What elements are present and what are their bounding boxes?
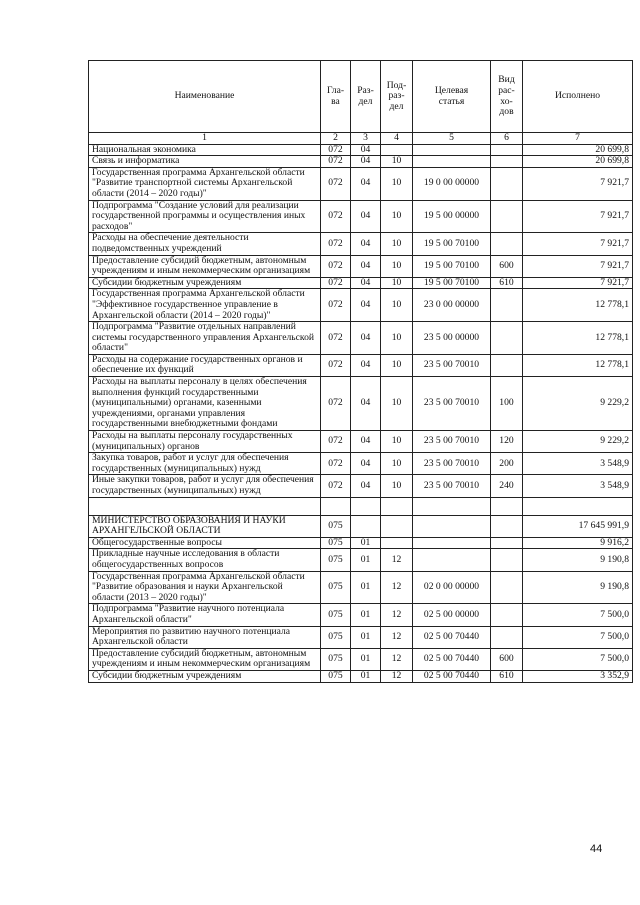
row-target: 23 5 00 70010 bbox=[413, 453, 491, 475]
row-value: 12 778,1 bbox=[523, 322, 633, 355]
row-name: Закупка товаров, работ и услуг для обеспечения государственных (муниципальных) нужд bbox=[89, 453, 321, 475]
row-vid bbox=[491, 515, 523, 537]
row-vid: 200 bbox=[491, 453, 523, 475]
row-target: 23 5 00 70010 bbox=[413, 431, 491, 453]
row-podrazdel: 12 bbox=[381, 670, 413, 682]
row-target: 02 0 00 00000 bbox=[413, 571, 491, 604]
row-glava: 072 bbox=[321, 322, 351, 355]
row-glava: 072 bbox=[321, 377, 351, 431]
row-target: 19 5 00 00000 bbox=[413, 200, 491, 233]
row-vid bbox=[491, 604, 523, 626]
row-glava: 075 bbox=[321, 537, 351, 549]
row-target bbox=[413, 144, 491, 156]
table-row bbox=[89, 354, 633, 376]
row-name: Иные закупки товаров, работ и услуг для обеспечения государственных (муниципальных) нужд bbox=[89, 475, 321, 497]
table-row bbox=[89, 571, 633, 604]
empty-cell bbox=[413, 497, 491, 515]
table-row bbox=[89, 475, 633, 497]
row-value: 12 778,1 bbox=[523, 354, 633, 376]
row-value: 7 500,0 bbox=[523, 626, 633, 648]
row-razdel: 04 bbox=[351, 200, 381, 233]
row-vid bbox=[491, 167, 523, 200]
table-row bbox=[89, 289, 633, 322]
row-podrazdel: 12 bbox=[381, 626, 413, 648]
row-razdel: 04 bbox=[351, 322, 381, 355]
column-number: 4 bbox=[381, 133, 413, 145]
row-value: 12 778,1 bbox=[523, 289, 633, 322]
table-row bbox=[89, 549, 633, 571]
row-vid bbox=[491, 571, 523, 604]
table-row bbox=[89, 670, 633, 682]
row-name: Подпрограмма "Развитие отдельных направлений системы государственного управления Архангельской области" bbox=[89, 322, 321, 355]
row-podrazdel: 10 bbox=[381, 377, 413, 431]
row-value: 7 921,7 bbox=[523, 167, 633, 200]
row-vid: 610 bbox=[491, 670, 523, 682]
row-name: Мероприятия по развитию научного потенциала Архангельской области bbox=[89, 626, 321, 648]
table-row bbox=[89, 167, 633, 200]
header-glava: Гла- ва bbox=[321, 61, 351, 133]
table-row bbox=[89, 200, 633, 233]
empty-cell bbox=[491, 497, 523, 515]
table-row bbox=[89, 156, 633, 168]
row-target: 23 5 00 70010 bbox=[413, 475, 491, 497]
row-vid: 240 bbox=[491, 475, 523, 497]
row-razdel: 04 bbox=[351, 354, 381, 376]
row-vid: 610 bbox=[491, 277, 523, 289]
row-glava: 072 bbox=[321, 277, 351, 289]
row-podrazdel: 12 bbox=[381, 571, 413, 604]
row-glava: 072 bbox=[321, 475, 351, 497]
header-vid: Вид рас- хо- дов bbox=[491, 61, 523, 133]
row-vid: 600 bbox=[491, 648, 523, 670]
row-value: 3 548,9 bbox=[523, 453, 633, 475]
header-row bbox=[89, 61, 633, 133]
row-target: 19 0 00 00000 bbox=[413, 167, 491, 200]
row-value: 3 352,9 bbox=[523, 670, 633, 682]
row-podrazdel: 10 bbox=[381, 167, 413, 200]
row-podrazdel: 10 bbox=[381, 322, 413, 355]
row-value: 3 548,9 bbox=[523, 475, 633, 497]
table-row bbox=[89, 322, 633, 355]
empty-cell bbox=[523, 497, 633, 515]
column-number: 6 bbox=[491, 133, 523, 145]
header-podrazdel: Под- раз- дел bbox=[381, 61, 413, 133]
row-target: 19 5 00 70100 bbox=[413, 233, 491, 255]
empty-cell bbox=[89, 497, 321, 515]
row-glava: 075 bbox=[321, 515, 351, 537]
row-podrazdel: 10 bbox=[381, 453, 413, 475]
row-podrazdel: 10 bbox=[381, 255, 413, 277]
row-name: Предоставление субсидий бюджетным, автономным учреждениям и иным некоммерческим организациям bbox=[89, 255, 321, 277]
column-number: 7 bbox=[523, 133, 633, 145]
row-podrazdel: 10 bbox=[381, 431, 413, 453]
row-value: 7 921,7 bbox=[523, 200, 633, 233]
row-name: Государственная программа Архангельской области "Эффективное государственное управление в Архангельской области (2014 – 2020 годы)" bbox=[89, 289, 321, 322]
row-target bbox=[413, 537, 491, 549]
header-name: Наименование bbox=[89, 61, 321, 133]
row-vid bbox=[491, 626, 523, 648]
row-target: 23 5 00 70010 bbox=[413, 377, 491, 431]
row-podrazdel: 10 bbox=[381, 233, 413, 255]
row-razdel: 01 bbox=[351, 571, 381, 604]
table-row bbox=[89, 453, 633, 475]
row-target: 02 5 00 70440 bbox=[413, 670, 491, 682]
row-value: 7 500,0 bbox=[523, 604, 633, 626]
row-glava: 072 bbox=[321, 255, 351, 277]
row-glava: 075 bbox=[321, 670, 351, 682]
row-razdel: 01 bbox=[351, 648, 381, 670]
row-name: Национальная экономика bbox=[89, 144, 321, 156]
row-value: 9 229,2 bbox=[523, 377, 633, 431]
row-razdel bbox=[351, 515, 381, 537]
row-razdel: 04 bbox=[351, 431, 381, 453]
row-name: Расходы на выплаты персоналу государственных (муниципальных) органов bbox=[89, 431, 321, 453]
empty-cell bbox=[351, 497, 381, 515]
row-name: Субсидии бюджетным учреждениям bbox=[89, 277, 321, 289]
empty-cell bbox=[381, 497, 413, 515]
table-row bbox=[89, 537, 633, 549]
table-row bbox=[89, 515, 633, 537]
row-vid bbox=[491, 156, 523, 168]
row-target bbox=[413, 549, 491, 571]
row-name: Прикладные научные исследования в области общегосударственных вопросов bbox=[89, 549, 321, 571]
row-vid bbox=[491, 233, 523, 255]
row-vid bbox=[491, 200, 523, 233]
row-razdel: 01 bbox=[351, 670, 381, 682]
row-value: 7 921,7 bbox=[523, 233, 633, 255]
header-executed: Исполнено bbox=[523, 61, 633, 133]
row-value: 20 699,8 bbox=[523, 156, 633, 168]
table-row bbox=[89, 144, 633, 156]
row-value: 9 916,2 bbox=[523, 537, 633, 549]
table-row bbox=[89, 255, 633, 277]
row-value: 7 500,0 bbox=[523, 648, 633, 670]
row-razdel: 01 bbox=[351, 549, 381, 571]
row-glava: 075 bbox=[321, 604, 351, 626]
row-podrazdel: 12 bbox=[381, 604, 413, 626]
row-target bbox=[413, 156, 491, 168]
header-target: Целевая статья bbox=[413, 61, 491, 133]
row-razdel: 04 bbox=[351, 453, 381, 475]
row-podrazdel bbox=[381, 537, 413, 549]
row-value: 20 699,8 bbox=[523, 144, 633, 156]
row-podrazdel bbox=[381, 144, 413, 156]
row-podrazdel: 10 bbox=[381, 277, 413, 289]
column-number: 2 bbox=[321, 133, 351, 145]
row-vid bbox=[491, 549, 523, 571]
row-value: 9 190,8 bbox=[523, 549, 633, 571]
header-razdel: Раз- дел bbox=[351, 61, 381, 133]
budget-table bbox=[88, 60, 633, 683]
row-value: 17 645 991,9 bbox=[523, 515, 633, 537]
row-target: 23 0 00 00000 bbox=[413, 289, 491, 322]
row-vid bbox=[491, 144, 523, 156]
row-glava: 075 bbox=[321, 626, 351, 648]
row-target: 02 5 00 00000 bbox=[413, 604, 491, 626]
row-value: 7 921,7 bbox=[523, 255, 633, 277]
row-glava: 072 bbox=[321, 431, 351, 453]
row-glava: 072 bbox=[321, 144, 351, 156]
column-number: 3 bbox=[351, 133, 381, 145]
row-name: Подпрограмма "Развитие научного потенциала Архангельской области" bbox=[89, 604, 321, 626]
row-glava: 072 bbox=[321, 354, 351, 376]
row-podrazdel: 12 bbox=[381, 549, 413, 571]
row-value: 9 229,2 bbox=[523, 431, 633, 453]
row-podrazdel: 10 bbox=[381, 475, 413, 497]
row-razdel: 04 bbox=[351, 377, 381, 431]
row-glava: 072 bbox=[321, 289, 351, 322]
row-glava: 072 bbox=[321, 233, 351, 255]
row-vid: 120 bbox=[491, 431, 523, 453]
row-podrazdel: 10 bbox=[381, 354, 413, 376]
row-vid bbox=[491, 322, 523, 355]
row-podrazdel: 12 bbox=[381, 648, 413, 670]
row-target: 23 5 00 00000 bbox=[413, 322, 491, 355]
row-value: 9 190,8 bbox=[523, 571, 633, 604]
spacer-row bbox=[89, 497, 633, 515]
row-name: Подпрограмма "Создание условий для реализации государственной программы и осуществления иных расходов" bbox=[89, 200, 321, 233]
row-name: Связь и информатика bbox=[89, 156, 321, 168]
row-target bbox=[413, 515, 491, 537]
row-podrazdel: 10 bbox=[381, 289, 413, 322]
row-razdel: 04 bbox=[351, 289, 381, 322]
row-target: 23 5 00 70010 bbox=[413, 354, 491, 376]
column-number: 5 bbox=[413, 133, 491, 145]
row-name: Государственная программа Архангельской области "Развитие транспортной системы Архангельской области (2014 – 2020 годы)" bbox=[89, 167, 321, 200]
row-podrazdel: 10 bbox=[381, 200, 413, 233]
row-name: Общегосударственные вопросы bbox=[89, 537, 321, 549]
row-glava: 075 bbox=[321, 648, 351, 670]
row-name: МИНИСТЕРСТВО ОБРАЗОВАНИЯ И НАУКИ АРХАНГЕЛЬСКОЙ ОБЛАСТИ bbox=[89, 515, 321, 537]
row-glava: 075 bbox=[321, 571, 351, 604]
row-target: 19 5 00 70100 bbox=[413, 255, 491, 277]
row-name: Расходы на выплаты персоналу в целях обеспечения выполнения функций государственными (муниципальными) органами, казенными учреждениями, органами управления государственными внебюджетными фондами bbox=[89, 377, 321, 431]
row-razdel: 04 bbox=[351, 167, 381, 200]
row-razdel: 04 bbox=[351, 277, 381, 289]
row-name: Государственная программа Архангельской области "Развитие образования и науки Архангельской области (2013 – 2020 годы)" bbox=[89, 571, 321, 604]
row-target: 19 5 00 70100 bbox=[413, 277, 491, 289]
row-name: Расходы на обеспечение деятельности подведомственных учреждений bbox=[89, 233, 321, 255]
table-row bbox=[89, 377, 633, 431]
row-name: Субсидии бюджетным учреждениям bbox=[89, 670, 321, 682]
row-razdel: 04 bbox=[351, 144, 381, 156]
page-number: 44 bbox=[590, 843, 603, 855]
row-razdel: 04 bbox=[351, 233, 381, 255]
table-row bbox=[89, 233, 633, 255]
row-vid bbox=[491, 289, 523, 322]
column-number: 1 bbox=[89, 133, 321, 145]
row-vid bbox=[491, 537, 523, 549]
row-target: 02 5 00 70440 bbox=[413, 648, 491, 670]
row-razdel: 04 bbox=[351, 156, 381, 168]
row-razdel: 01 bbox=[351, 604, 381, 626]
row-glava: 072 bbox=[321, 200, 351, 233]
table-body bbox=[89, 144, 633, 682]
row-glava: 072 bbox=[321, 167, 351, 200]
row-razdel: 01 bbox=[351, 537, 381, 549]
row-glava: 072 bbox=[321, 453, 351, 475]
table-row bbox=[89, 604, 633, 626]
table-row bbox=[89, 648, 633, 670]
row-vid: 600 bbox=[491, 255, 523, 277]
row-razdel: 04 bbox=[351, 255, 381, 277]
row-target: 02 5 00 70440 bbox=[413, 626, 491, 648]
row-podrazdel: 10 bbox=[381, 156, 413, 168]
row-glava: 072 bbox=[321, 156, 351, 168]
row-vid bbox=[491, 354, 523, 376]
row-razdel: 04 bbox=[351, 475, 381, 497]
row-podrazdel bbox=[381, 515, 413, 537]
row-vid: 100 bbox=[491, 377, 523, 431]
table-row bbox=[89, 277, 633, 289]
row-name: Расходы на содержание государственных органов и обеспечение их функций bbox=[89, 354, 321, 376]
table-row bbox=[89, 626, 633, 648]
table-row bbox=[89, 431, 633, 453]
row-glava: 075 bbox=[321, 549, 351, 571]
row-value: 7 921,7 bbox=[523, 277, 633, 289]
column-number-row bbox=[89, 133, 633, 145]
row-razdel: 01 bbox=[351, 626, 381, 648]
row-name: Предоставление субсидий бюджетным, автономным учреждениям и иным некоммерческим организациям bbox=[89, 648, 321, 670]
empty-cell bbox=[321, 497, 351, 515]
